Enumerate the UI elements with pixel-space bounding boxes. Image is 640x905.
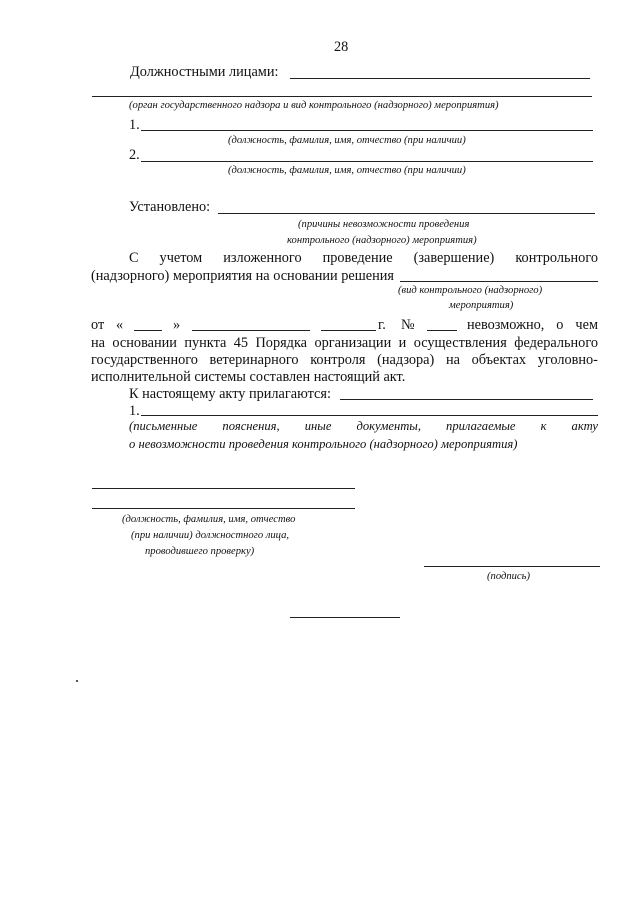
- attachments-caption-2: о невозможности проведения контрольного (надзорного) мероприятия): [129, 437, 518, 451]
- word: иные: [304, 419, 332, 433]
- paragraph1-line2: (надзорного) мероприятия на основании решения: [91, 268, 395, 284]
- official-2-number: 2.: [129, 147, 140, 163]
- position-caption-3: проводившего проверку): [145, 546, 255, 557]
- established-caption-1: (причины невозможности проведения: [298, 219, 470, 230]
- date-month-line: [192, 330, 310, 331]
- established-label: Установлено:: [129, 199, 211, 215]
- word: проведение: [322, 250, 393, 266]
- word: прилагаемые: [446, 419, 516, 433]
- official-position-line-2: [92, 508, 355, 509]
- officials-caption: (орган государственного надзора и вид контрольного (надзорного) мероприятия): [129, 100, 499, 111]
- position-caption-2: (при наличии) должностного лица,: [131, 530, 290, 541]
- word: С: [129, 250, 139, 266]
- officials-label: Должностными лицами:: [130, 64, 279, 80]
- decision-caption-2: мероприятия): [449, 300, 514, 311]
- paragraph2-line4: исполнительной системы составлен настоящий акт.: [91, 369, 406, 385]
- attachments-line: [340, 399, 593, 400]
- official-1-line: [141, 130, 593, 131]
- paragraph2-line2: [91, 335, 598, 352]
- date-year-label: г.: [378, 317, 386, 333]
- official-position-line-1: [92, 488, 355, 489]
- word: изложенного: [223, 250, 302, 266]
- official-2-caption: (должность, фамилия, имя, отчество (при наличии): [228, 165, 466, 176]
- word: федерального: [514, 335, 598, 351]
- scan-speck: [76, 680, 78, 682]
- word: (завершение): [413, 250, 495, 266]
- word: объектах: [471, 352, 527, 368]
- word: осуществления: [413, 335, 507, 351]
- word: пояснения,: [222, 419, 280, 433]
- attachments-label: К настоящему акту прилагаются:: [129, 386, 331, 402]
- word: о: [556, 317, 564, 333]
- officials-line-full: [92, 96, 592, 97]
- attachments-caption-1: [129, 419, 598, 434]
- word: государственного: [91, 352, 198, 368]
- date-quote-close: »: [173, 317, 181, 333]
- date-day-line: [134, 330, 162, 331]
- paragraph2-line3: [91, 352, 598, 369]
- word: Порядка: [255, 335, 308, 351]
- official-2-line: [141, 161, 593, 162]
- signature-line: [424, 566, 600, 567]
- word: основании: [112, 335, 177, 351]
- page-number: 28: [334, 39, 349, 55]
- paragraph1-line1: [129, 250, 598, 267]
- word: к: [540, 419, 547, 433]
- attachment-1-line: [141, 415, 598, 416]
- established-caption-2: контрольного (надзорного) мероприятия): [287, 235, 477, 246]
- word: ветеринарного: [209, 352, 299, 368]
- word: документы,: [356, 419, 421, 433]
- word: пункта: [184, 335, 227, 351]
- signature-caption: (подпись): [487, 571, 530, 582]
- position-caption-1: (должность, фамилия, имя, отчество: [122, 514, 296, 525]
- word: контрольного: [515, 250, 598, 266]
- word: (надзора): [377, 352, 435, 368]
- date-quote-open: «: [116, 317, 124, 333]
- decision-line: [400, 281, 598, 282]
- established-line: [218, 213, 595, 214]
- officials-line: [290, 78, 590, 79]
- number-sign: №: [401, 317, 415, 333]
- number-line: [427, 330, 457, 331]
- official-1-caption: (должность, фамилия, имя, отчество (при наличии): [228, 135, 466, 146]
- word: контроля: [310, 352, 366, 368]
- word: (письменные: [129, 419, 198, 433]
- date-from-label: от: [91, 317, 105, 333]
- word: и: [398, 335, 407, 351]
- official-1-number: 1.: [129, 117, 140, 133]
- attachment-1-number: 1.: [129, 403, 140, 419]
- word: 45: [233, 335, 249, 351]
- word: акту: [571, 419, 598, 433]
- end-divider: [290, 617, 400, 618]
- word: учетом: [159, 250, 203, 266]
- word: на: [91, 335, 105, 351]
- word: организации: [314, 335, 392, 351]
- word: на: [445, 352, 460, 368]
- word: невозможно,: [467, 317, 545, 333]
- word: уголовно-: [537, 352, 598, 368]
- word: чем: [575, 317, 598, 333]
- paragraph2-line1-tail: [467, 317, 598, 334]
- decision-caption-1: (вид контрольного (надзорного): [398, 285, 543, 296]
- date-year-line: [321, 330, 376, 331]
